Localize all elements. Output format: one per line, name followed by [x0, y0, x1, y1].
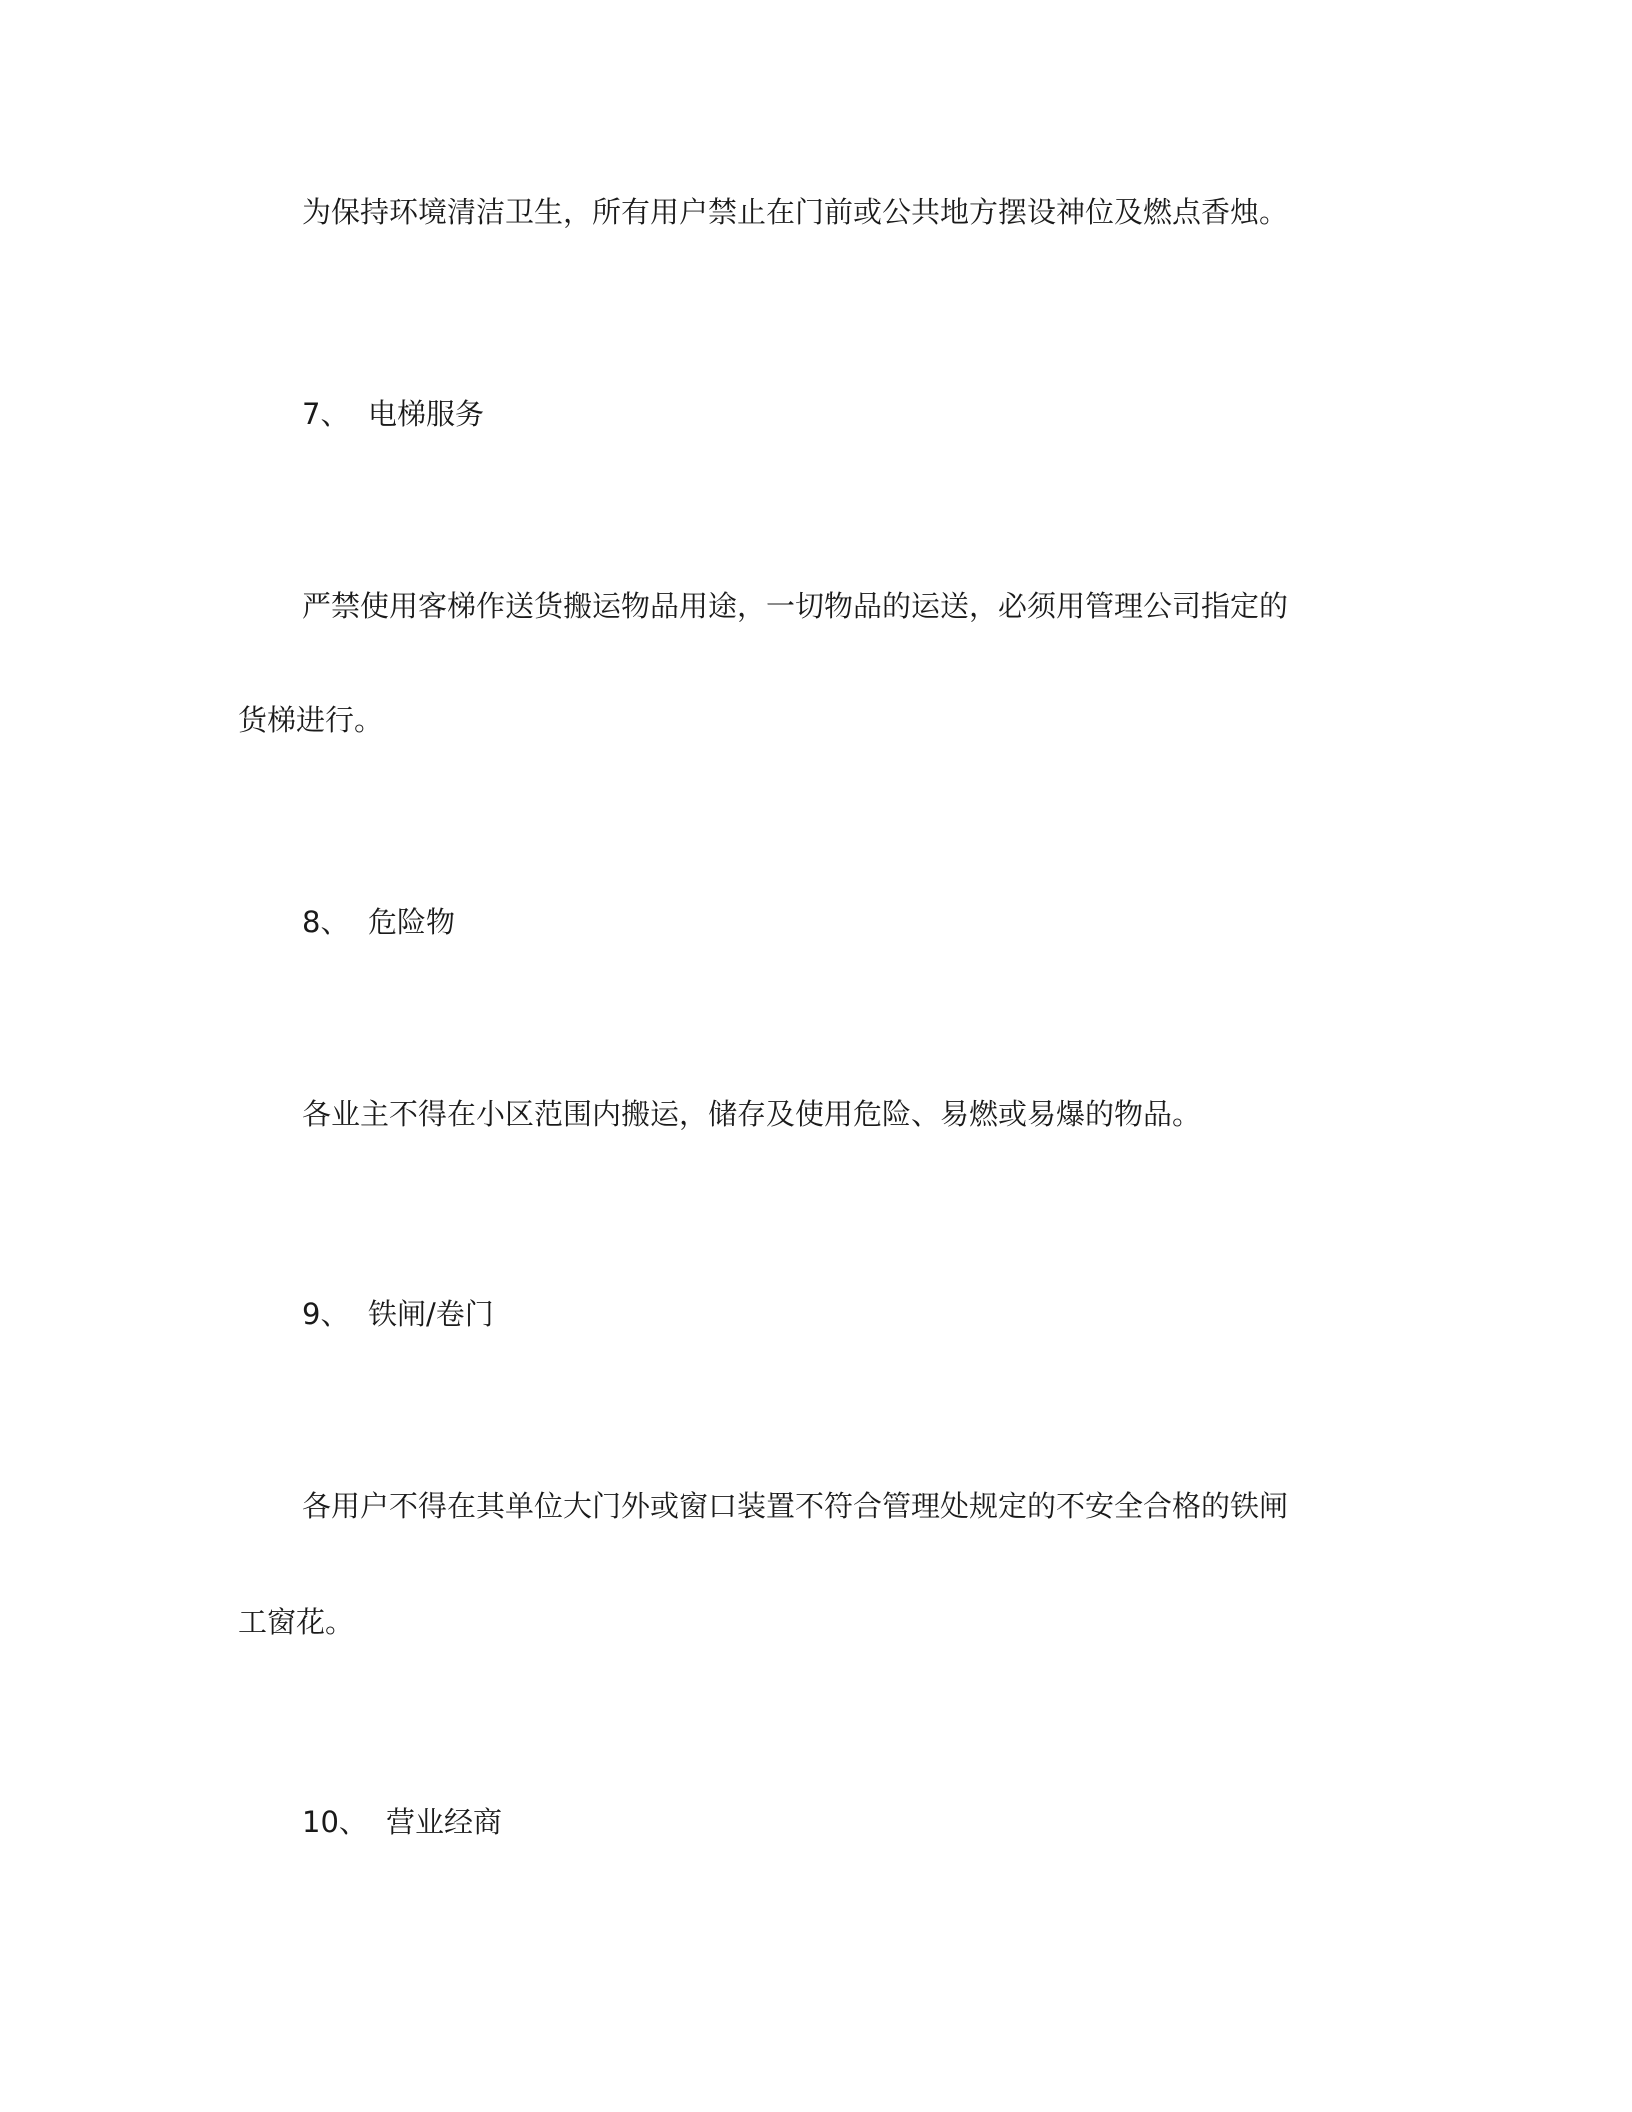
- section-title-business: 营业经商: [386, 1805, 503, 1839]
- section-title-elevator: 电梯服务: [368, 397, 485, 431]
- paragraph-elevator-line-1: 严禁使用客梯作送货搬运物品用途，一切物品的运送，必须用管理公司指定的: [302, 589, 1289, 623]
- section-number-10: 10、: [302, 1805, 368, 1839]
- paragraph-iron-gate-line-2: 工窗花。: [238, 1605, 355, 1639]
- paragraph-cleanliness-line-1: 为保持环境清洁卫生，所有用户禁止在门前或公共地方摆设神位及燃点香烛。: [302, 195, 1289, 229]
- section-number-8: 8、: [302, 905, 350, 939]
- section-heading-8: [302, 902, 455, 942]
- section-title-hazardous: 危险物: [368, 905, 456, 939]
- section-number-9: 9、: [302, 1297, 350, 1331]
- section-number-7: 7、: [302, 397, 350, 431]
- section-heading-9: [302, 1294, 494, 1334]
- section-heading-7: [302, 394, 484, 434]
- paragraph-iron-gate-line-1: 各用户不得在其单位大门外或窗口装置不符合管理处规定的不安全合格的铁闸: [302, 1489, 1289, 1523]
- section-heading-10: [302, 1802, 502, 1842]
- paragraph-hazardous-line-1: 各业主不得在小区范围内搬运，储存及使用危险、易燃或易爆的物品。: [302, 1097, 1202, 1131]
- section-title-iron-gate: 铁闸/卷门: [368, 1297, 494, 1331]
- paragraph-elevator-line-2: 货梯进行。: [238, 703, 384, 737]
